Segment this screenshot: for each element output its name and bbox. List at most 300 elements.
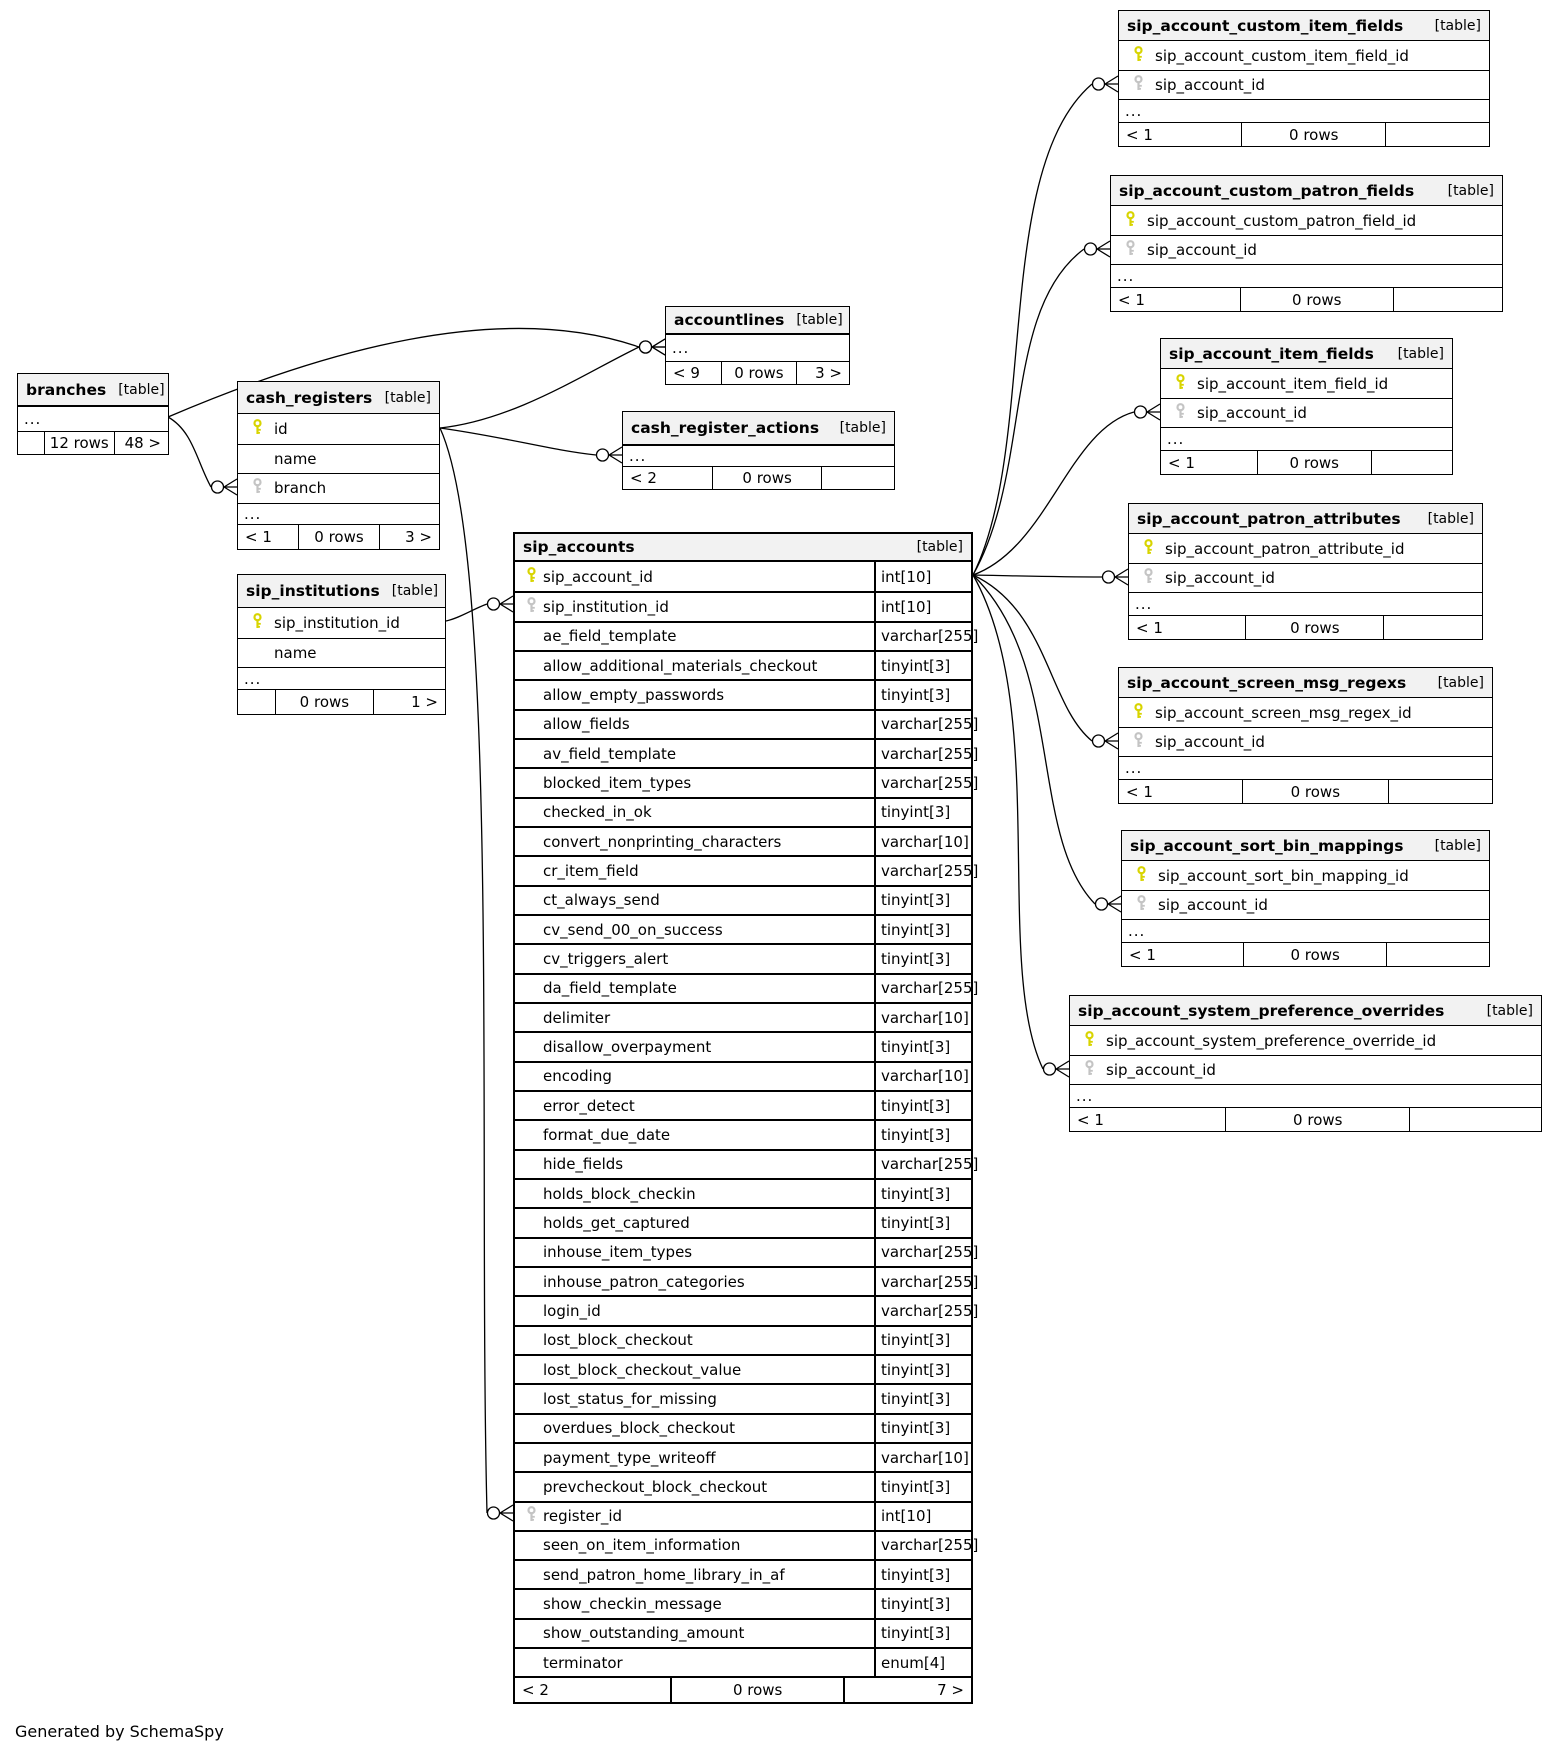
column-name: id: [274, 419, 288, 438]
column-type: tinyint[3]: [874, 799, 971, 826]
column-type: tinyint[3]: [874, 1415, 971, 1442]
column-row-disallow_overpayment: [515, 1031, 971, 1060]
table-header: [1122, 831, 1489, 861]
table-sip_account_screen_msg_regexs[interactable]: [1118, 667, 1493, 804]
foreign-key-icon: [1134, 895, 1149, 915]
column-type: varchar[255]: [874, 1297, 971, 1324]
column-name: holds_block_checkin: [543, 1184, 696, 1203]
column-row-prevcheckout_block_checkout: [515, 1471, 971, 1500]
primary-key-icon: [1131, 46, 1146, 66]
column-name: delimiter: [543, 1008, 611, 1027]
column-name: sip_account_id: [1155, 76, 1265, 94]
table-footer: [1129, 615, 1482, 639]
table-tag: [table]: [796, 312, 843, 328]
column-name: sip_institution_id: [543, 597, 669, 616]
column-name: disallow_overpayment: [543, 1037, 712, 1056]
zero-or-many-circle-icon: [597, 449, 609, 461]
column-type: varchar[255]: [874, 857, 971, 884]
column-row-sip_institution_id: [515, 591, 971, 620]
footer-parents-degree: < 1: [1077, 1110, 1104, 1129]
column-name: sip_account_id: [1155, 733, 1265, 751]
footer-row-count: 12 rows: [44, 432, 115, 454]
more-columns-ellipsis: ...: [1161, 427, 1452, 450]
column-name: sip_account_id: [543, 567, 653, 586]
column-type: tinyint[3]: [874, 887, 971, 914]
primary-key-icon: [1131, 703, 1146, 723]
relationship-line: [440, 347, 639, 428]
relationship-connector-sip_accounts.sip_account_id-to-sip_account_system_preference_overrides.sip_account_id: [973, 575, 1069, 1077]
footer-children-degree: 3 >: [796, 362, 849, 384]
column-type: varchar[255]: [874, 769, 971, 796]
footer-children-degree: [1409, 1108, 1541, 1131]
column-row-format_due_date: [515, 1119, 971, 1148]
column-row-allow_fields: [515, 709, 979, 738]
column-type: int[10]: [874, 593, 971, 620]
primary-key-icon: [250, 613, 265, 633]
column-name: error_detect: [543, 1096, 635, 1115]
column-type: tinyint[3]: [874, 945, 971, 972]
column-name: sip_account_id: [1147, 241, 1257, 259]
footer-row-count: 0 rows: [1243, 943, 1386, 966]
more-columns-ellipsis: ...: [238, 503, 439, 524]
more-columns-ellipsis: ...: [18, 406, 168, 431]
column-name: sip_account_system_preference_override_id: [1106, 1031, 1437, 1050]
more-columns-ellipsis: ...: [1129, 592, 1482, 615]
more-columns-ellipsis: ...: [666, 334, 849, 361]
table-tag: [table]: [1437, 674, 1484, 691]
footer-children-degree: [1386, 943, 1489, 966]
zero-or-many-circle-icon: [488, 1507, 500, 1519]
column-name: sip_account_id: [1106, 1061, 1216, 1079]
table-sip_account_item_fields[interactable]: [1160, 338, 1453, 475]
footer-children-degree: [1393, 288, 1503, 311]
table-name: sip_account_custom_item_fields: [1127, 16, 1404, 35]
footer-children-degree: [1371, 451, 1453, 474]
column-row-payment_type_writeoff: [515, 1442, 971, 1471]
column-row-seen_on_item_information: [515, 1530, 979, 1559]
footer-parents-degree: [238, 690, 275, 714]
table-name: sip_institutions: [246, 582, 380, 600]
footer-children-degree: 7 >: [843, 1678, 971, 1702]
relationship-connector-sip_accounts.sip_account_id-to-sip_account_custom_patron_fields.sip_account_id: [973, 241, 1110, 575]
relationship-line: [440, 428, 487, 1513]
column-row-sip_account_id: [1119, 70, 1489, 99]
column-type: varchar[10]: [874, 1444, 971, 1471]
foreign-key-icon: [1131, 732, 1146, 752]
column-row-sip_account_id: [515, 562, 971, 591]
table-footer: [1119, 122, 1489, 146]
column-name: name: [274, 643, 317, 662]
column-row-sip_account_screen_msg_regex_id: [1119, 698, 1492, 727]
column-type: varchar[10]: [874, 1063, 971, 1090]
table-name: sip_account_system_preference_overrides: [1078, 1001, 1445, 1020]
table-tag: [table]: [1486, 1002, 1533, 1019]
table-name: branches: [26, 380, 107, 399]
column-name: da_field_template: [543, 979, 677, 998]
column-type: int[10]: [874, 1503, 971, 1530]
column-type: tinyint[3]: [874, 1121, 971, 1148]
table-tag: [table]: [384, 389, 431, 406]
column-type: tinyint[3]: [874, 1620, 971, 1647]
footer-row-count: 0 rows: [1225, 1108, 1409, 1131]
column-type: tinyint[3]: [874, 1385, 971, 1412]
column-type: varchar[255]: [874, 1532, 971, 1559]
footer-children-degree: 3 >: [379, 525, 439, 549]
column-type: varchar[10]: [874, 1004, 971, 1031]
table-header: [238, 382, 439, 414]
column-row-ct_always_send: [515, 885, 971, 914]
table-header: [666, 307, 849, 334]
column-type: tinyint[3]: [874, 916, 971, 943]
column-name: sip_account_sort_bin_mapping_id: [1158, 866, 1409, 885]
table-tag: [table]: [839, 420, 886, 436]
primary-key-icon: [1134, 866, 1149, 886]
generator-note: Generated by SchemaSpy: [15, 1722, 224, 1741]
relationship-connector-cash_registers.id-to-cash_register_actions: [440, 428, 622, 463]
footer-children-degree: [1383, 616, 1482, 639]
column-row-error_detect: [515, 1090, 971, 1119]
table-name: sip_account_patron_attributes: [1137, 509, 1401, 528]
table-footer: [515, 1676, 971, 1702]
column-type: tinyint[3]: [874, 1356, 971, 1383]
column-name: sip_account_screen_msg_regex_id: [1155, 703, 1412, 722]
column-name: overdues_block_checkout: [543, 1419, 736, 1438]
column-row-allow_additional_materials_checkout: [515, 650, 971, 679]
column-type: varchar[255]: [874, 1239, 971, 1266]
more-columns-ellipsis: ...: [1070, 1084, 1541, 1107]
table-header: [515, 534, 971, 562]
column-name: allow_additional_materials_checkout: [543, 656, 818, 675]
column-row-sip_account_patron_attribute_id: [1129, 534, 1482, 563]
primary-key-icon: [1123, 211, 1138, 231]
zero-or-many-circle-icon: [1096, 898, 1108, 910]
relationship-line: [973, 575, 1102, 577]
zero-or-many-circle-icon: [1085, 243, 1097, 255]
column-row-convert_nonprinting_characters: [515, 826, 971, 855]
table-sip_accounts[interactable]: [513, 532, 979, 1704]
column-name: show_outstanding_amount: [543, 1624, 745, 1643]
column-row-inhouse_item_types: [515, 1237, 979, 1266]
table-name: sip_accounts: [523, 538, 635, 556]
column-type: tinyint[3]: [874, 1033, 971, 1060]
column-row-sip_account_custom_patron_field_id: [1111, 206, 1502, 235]
column-type: tinyint[3]: [874, 1590, 971, 1617]
column-name: inhouse_item_types: [543, 1243, 693, 1262]
crows-foot-many-icon: [1105, 733, 1118, 749]
column-name: sip_account_item_field_id: [1197, 374, 1389, 393]
column-name: convert_nonprinting_characters: [543, 832, 782, 851]
column-name: holds_get_captured: [543, 1213, 690, 1232]
relationship-line: [973, 575, 1095, 904]
table-footer: [1119, 779, 1492, 803]
table-footer: [18, 431, 168, 454]
column-type: varchar[10]: [874, 828, 971, 855]
footer-parents-degree: < 1: [1136, 618, 1163, 637]
table-sip_account_system_preference_overrides[interactable]: [1069, 995, 1542, 1132]
table-tag: [table]: [118, 381, 165, 398]
crows-foot-many-icon: [1115, 569, 1128, 585]
column-name: sip_account_id: [1197, 404, 1307, 422]
column-name: send_patron_home_library_in_af: [543, 1565, 785, 1584]
table-tag: [table]: [916, 539, 963, 555]
foreign-key-icon: [250, 478, 265, 498]
column-row-branch: [238, 473, 439, 503]
more-columns-ellipsis: ...: [1119, 99, 1489, 122]
more-columns-ellipsis: ...: [1119, 756, 1492, 779]
foreign-key-icon: [1141, 568, 1156, 588]
column-row-sip_account_id: [1119, 727, 1492, 756]
column-row-inhouse_patron_categories: [515, 1266, 979, 1295]
table-footer: [666, 361, 849, 384]
footer-row-count: 0 rows: [712, 467, 820, 489]
column-name: register_id: [543, 1507, 623, 1526]
column-row-sip_account_system_preference_override_id: [1070, 1026, 1541, 1055]
column-name: show_checkin_message: [543, 1595, 722, 1614]
column-name: cv_send_00_on_success: [543, 920, 723, 939]
zero-or-many-circle-icon: [640, 341, 652, 353]
table-footer: [623, 466, 894, 489]
footer-parents-degree: < 2: [630, 469, 657, 487]
crows-foot-many-icon: [1108, 896, 1121, 912]
column-name: login_id: [543, 1301, 601, 1320]
column-row-sip_account_id: [1129, 563, 1482, 592]
foreign-key-icon: [524, 597, 539, 617]
column-name: lost_block_checkout_value: [543, 1360, 742, 1379]
column-name: format_due_date: [543, 1125, 671, 1144]
table-tag: [table]: [1427, 510, 1474, 527]
column-type: varchar[255]: [874, 623, 971, 650]
column-name: payment_type_writeoff: [543, 1448, 716, 1467]
column-type: tinyint[3]: [874, 1180, 971, 1207]
footer-row-count: 0 rows: [721, 362, 796, 384]
column-row-login_id: [515, 1295, 979, 1324]
column-row-show_checkin_message: [515, 1588, 971, 1617]
table-header: [1129, 504, 1482, 534]
column-name: allow_empty_passwords: [543, 685, 725, 704]
column-name: branch: [274, 479, 327, 498]
crows-foot-many-icon: [500, 596, 513, 612]
column-row-blocked_item_types: [515, 767, 979, 796]
table-sip_account_patron_attributes[interactable]: [1128, 503, 1483, 640]
table-tag: [table]: [1397, 345, 1444, 362]
column-name: sip_account_id: [1165, 569, 1275, 587]
table-header: [238, 575, 445, 608]
column-row-encoding: [515, 1061, 971, 1090]
column-row-lost_block_checkout: [515, 1325, 971, 1354]
footer-row-count: 0 rows: [1245, 616, 1383, 639]
column-name: name: [274, 449, 317, 468]
column-row-holds_block_checkin: [515, 1178, 971, 1207]
table-header: [1111, 176, 1502, 206]
column-type: varchar[255]: [874, 1268, 971, 1295]
column-row-lost_block_checkout_value: [515, 1354, 971, 1383]
column-name: blocked_item_types: [543, 773, 692, 792]
table-footer: [1111, 287, 1502, 311]
relationship-line: [973, 84, 1092, 575]
column-row-checked_in_ok: [515, 797, 971, 826]
column-name: sip_account_id: [1158, 896, 1268, 914]
primary-key-icon: [1082, 1031, 1097, 1051]
column-name: checked_in_ok: [543, 803, 652, 822]
table-footer: [1161, 450, 1452, 474]
column-row-send_patron_home_library_in_af: [515, 1559, 971, 1588]
column-row-av_field_template: [515, 738, 979, 767]
relationship-connector-sip_accounts.sip_account_id-to-sip_account_patron_attributes.sip_account_id: [973, 569, 1128, 585]
primary-key-icon: [250, 419, 265, 439]
column-name: inhouse_patron_categories: [543, 1272, 745, 1291]
relationship-connector-sip_accounts.sip_account_id-to-sip_account_custom_item_fields.sip_account_id: [973, 76, 1118, 575]
crows-foot-many-icon: [1105, 76, 1118, 92]
table-name: cash_registers: [246, 388, 373, 407]
relationship-line: [973, 575, 1092, 741]
column-row-ae_field_template: [515, 621, 979, 650]
footer-children-degree: 1 >: [373, 690, 445, 714]
column-name: cr_item_field: [543, 861, 639, 880]
column-row-id: [238, 414, 439, 444]
relationship-connector-cash_registers.id-to-sip_accounts.register_id: [440, 428, 513, 1521]
table-name: sip_account_custom_patron_fields: [1119, 181, 1415, 200]
column-row-sip_account_custom_item_field_id: [1119, 41, 1489, 70]
column-name: sip_account_custom_item_field_id: [1155, 46, 1409, 65]
foreign-key-icon: [1123, 240, 1138, 260]
table-accountlines[interactable]: [665, 306, 850, 385]
crows-foot-many-icon: [609, 447, 622, 463]
relationship-line: [440, 428, 596, 455]
footer-row-count: 0 rows: [1240, 288, 1392, 311]
crows-foot-many-icon: [224, 479, 237, 495]
column-name: sip_account_patron_attribute_id: [1165, 539, 1405, 558]
column-name: terminator: [543, 1653, 623, 1672]
column-type: varchar[255]: [874, 740, 971, 767]
footer-row-count: 0 rows: [670, 1678, 843, 1702]
column-row-sip_account_id: [1111, 235, 1502, 264]
column-row-register_id: [515, 1501, 971, 1530]
zero-or-many-circle-icon: [1093, 735, 1105, 747]
table-tag: [table]: [391, 583, 439, 599]
column-name: allow_fields: [543, 715, 630, 734]
column-row-cv_triggers_alert: [515, 943, 971, 972]
column-row-terminator: [515, 1647, 971, 1676]
zero-or-many-circle-icon: [488, 598, 500, 610]
table-header: [1070, 996, 1541, 1026]
table-cash_registers[interactable]: [237, 381, 440, 550]
column-row-hide_fields: [515, 1149, 979, 1178]
column-name: cv_triggers_alert: [543, 949, 669, 968]
column-type: tinyint[3]: [874, 1327, 971, 1354]
column-type: tinyint[3]: [874, 1092, 971, 1119]
column-type: tinyint[3]: [874, 1561, 971, 1588]
zero-or-many-circle-icon: [1103, 571, 1115, 583]
footer-row-count: 0 rows: [298, 525, 378, 549]
column-type: tinyint[3]: [874, 1473, 971, 1500]
zero-or-many-circle-icon: [212, 481, 224, 493]
footer-parents-degree: < 1: [1118, 290, 1145, 309]
table-sip_account_sort_bin_mappings[interactable]: [1121, 830, 1490, 967]
relationship-line: [973, 575, 1043, 1069]
column-row-show_outstanding_amount: [515, 1618, 971, 1647]
relationship-line: [446, 604, 487, 621]
column-row-sip_institution_id: [238, 608, 445, 638]
table-name: cash_register_actions: [631, 419, 820, 437]
table-sip_account_custom_item_fields[interactable]: [1118, 10, 1490, 147]
zero-or-many-circle-icon: [1044, 1063, 1056, 1075]
column-name: sip_account_custom_patron_field_id: [1147, 211, 1417, 230]
column-row-lost_status_for_missing: [515, 1383, 971, 1412]
column-name: ct_always_send: [543, 891, 660, 910]
table-name: sip_account_sort_bin_mappings: [1130, 836, 1404, 855]
table-tag: [table]: [1434, 17, 1481, 34]
column-name: seen_on_item_information: [543, 1536, 741, 1555]
relationship-line: [168, 417, 211, 487]
primary-key-icon: [524, 567, 539, 587]
table-name: sip_account_screen_msg_regexs: [1127, 673, 1407, 692]
crows-foot-many-icon: [652, 339, 665, 355]
table-header: [1119, 11, 1489, 41]
zero-or-many-circle-icon: [1093, 78, 1105, 90]
table-cash_register_actions[interactable]: [622, 411, 895, 490]
table-name: accountlines: [674, 311, 785, 329]
table-tag: [table]: [1434, 837, 1481, 854]
column-name: lost_block_checkout: [543, 1331, 693, 1350]
column-row-cv_send_00_on_success: [515, 914, 971, 943]
relationship-line: [973, 249, 1084, 575]
footer-children-degree: [1388, 780, 1492, 803]
footer-parents-degree: < 1: [1126, 125, 1153, 144]
footer-parents-degree: [18, 432, 44, 454]
footer-row-count: 0 rows: [1257, 451, 1370, 474]
column-name: sip_institution_id: [274, 613, 400, 632]
foreign-key-icon: [1131, 75, 1146, 95]
crows-foot-many-icon: [1097, 241, 1110, 257]
column-type: varchar[255]: [874, 711, 971, 738]
column-row-sip_account_id: [1070, 1055, 1541, 1084]
column-name: encoding: [543, 1067, 612, 1086]
more-columns-ellipsis: ...: [623, 445, 894, 466]
table-header: [1119, 668, 1492, 698]
footer-row-count: 0 rows: [275, 690, 372, 714]
column-row-allow_empty_passwords: [515, 679, 971, 708]
column-name: hide_fields: [543, 1155, 624, 1174]
footer-parents-degree: < 9: [673, 364, 700, 382]
foreign-key-icon: [1082, 1060, 1097, 1080]
table-branches[interactable]: [17, 373, 169, 455]
column-row-name: [238, 444, 439, 474]
table-name: sip_account_item_fields: [1169, 344, 1374, 363]
table-header: [623, 412, 894, 445]
table-tag: [table]: [1447, 182, 1494, 199]
column-row-da_field_template: [515, 973, 979, 1002]
relationship-connector-branches-to-cash_registers.branch: [168, 417, 237, 495]
footer-row-count: 0 rows: [1242, 780, 1387, 803]
footer-parents-degree: < 1: [1168, 453, 1195, 472]
footer-parents-degree: < 1: [245, 527, 272, 546]
table-sip_institutions[interactable]: [237, 574, 446, 715]
footer-row-count: 0 rows: [1241, 123, 1385, 146]
table-header: [18, 374, 168, 406]
table-header: [1161, 339, 1452, 369]
column-row-delimiter: [515, 1002, 971, 1031]
column-name: prevcheckout_block_checkout: [543, 1477, 768, 1496]
foreign-key-icon: [1173, 403, 1188, 423]
column-type: enum[4]: [874, 1649, 971, 1676]
crows-foot-many-icon: [1147, 404, 1160, 420]
table-sip_account_custom_patron_fields[interactable]: [1110, 175, 1503, 312]
relationship-connector-sip_institutions.sip_institution_id-to-sip_accounts.sip_institution_id: [446, 596, 513, 621]
relationship-line: [973, 412, 1134, 575]
column-row-sip_account_id: [1122, 890, 1489, 919]
column-name: av_field_template: [543, 744, 677, 763]
footer-parents-degree: < 1: [1129, 945, 1156, 964]
